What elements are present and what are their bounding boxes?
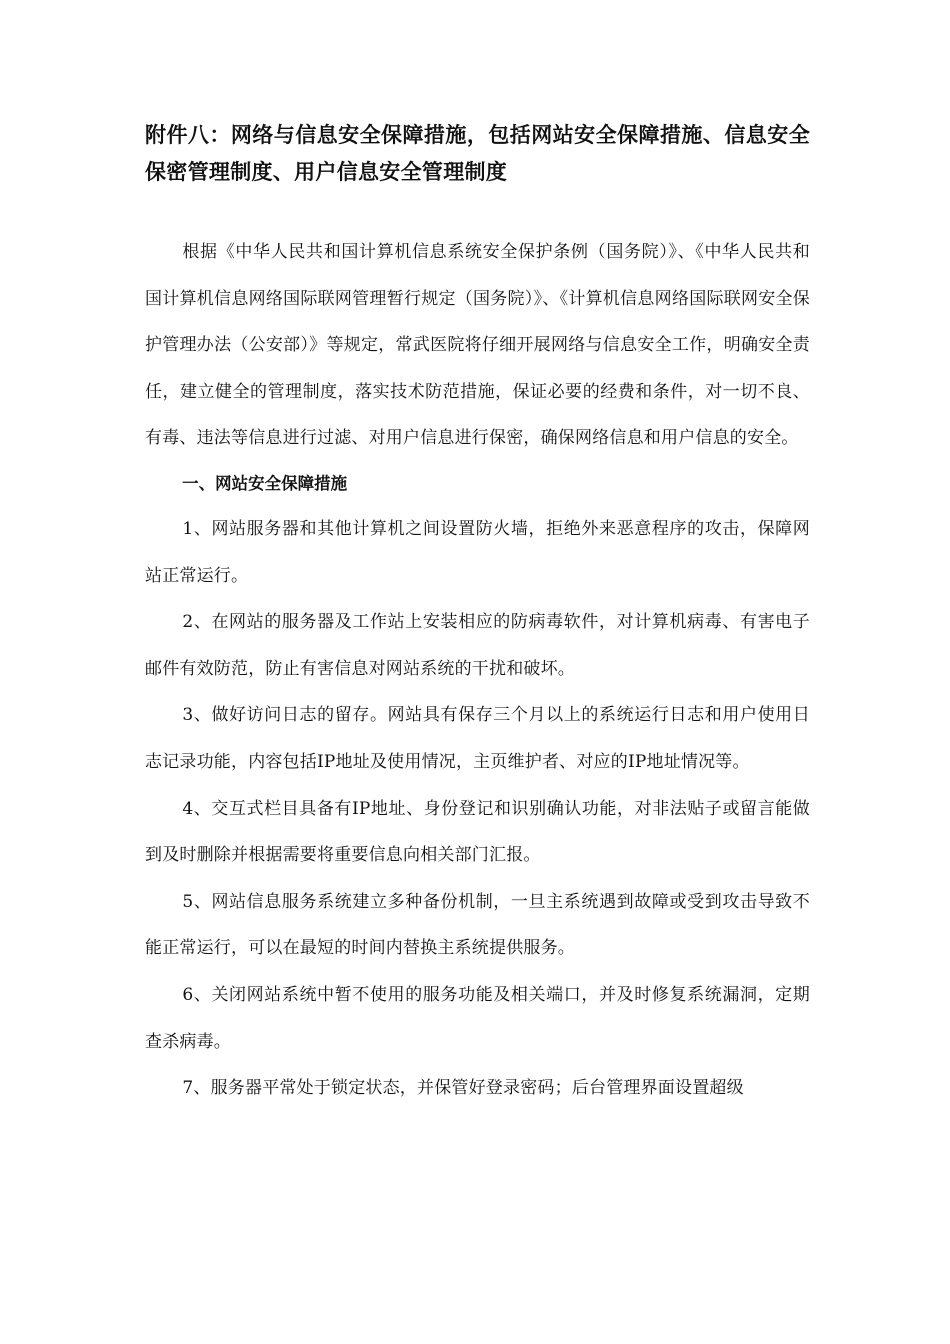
list-item: 5、网站信息服务系统建立多种备份机制，一旦主系统遇到故障或受到攻击导致不能正常运行，可以在最短的时间内替换主系统提供服务。	[145, 891, 810, 959]
list-item: 7、服务器平常处于锁定状态，并保管好登录密码；后台管理界面设置超级	[182, 1078, 744, 1099]
list-item: 2、在网站的服务器及工作站上安装相应的防病毒软件，对计算机病毒、有害电子邮件有效防范，防止有害信息对网站系统的干扰和破坏。	[145, 612, 810, 679]
list-item: 4、交互式栏目具备有IP地址、身份登记和识别确认功能，对非法贴子或留言能做到及时删除并根据需要将重要信息向相关部门汇报。	[145, 798, 810, 866]
list-item: 1、网站服务器和其他计算机之间设置防火墙，拒绝外来恶意程序的攻击，保障网站正常运行。	[145, 518, 810, 586]
document-title: 附件八：网络与信息安全保障措施，包括网站安全保障措施、信息安全保密管理制度、用户信息安全管理制度	[145, 123, 810, 184]
section-heading: 一、网站安全保障措施	[182, 473, 348, 493]
list-item: 6、关闭网站系统中暂不使用的服务功能及相关端口，并及时修复系统漏洞，定期查杀病毒。	[145, 984, 810, 1052]
list-item: 3、做好访问日志的留存。网站具有保存三个月以上的系统运行日志和用户使用日志记录功能，内容包括IP地址及使用情况，主页维护者、对应的IP地址情况等。	[145, 705, 810, 772]
document-page	[145, 117, 810, 1112]
intro-paragraph: 根据《中华人民共和国计算机信息系统安全保护条例（国务院）》、《中华人民共和国计算机信息网络国际联网管理暂行规定（国务院）》、《计算机信息网络国际联网安全保护管理办法（公安部）》等规定，常武医院将仔细开展网络与信息安全工作，明确安全责任，建立健全的管理制度，落实技术防范措施，保证必要的经费和条件，对一切不良、有毒、违法等信息进行过滤、对用户信息进行保密，确保网络信息和用户信息的安全。	[145, 242, 810, 449]
